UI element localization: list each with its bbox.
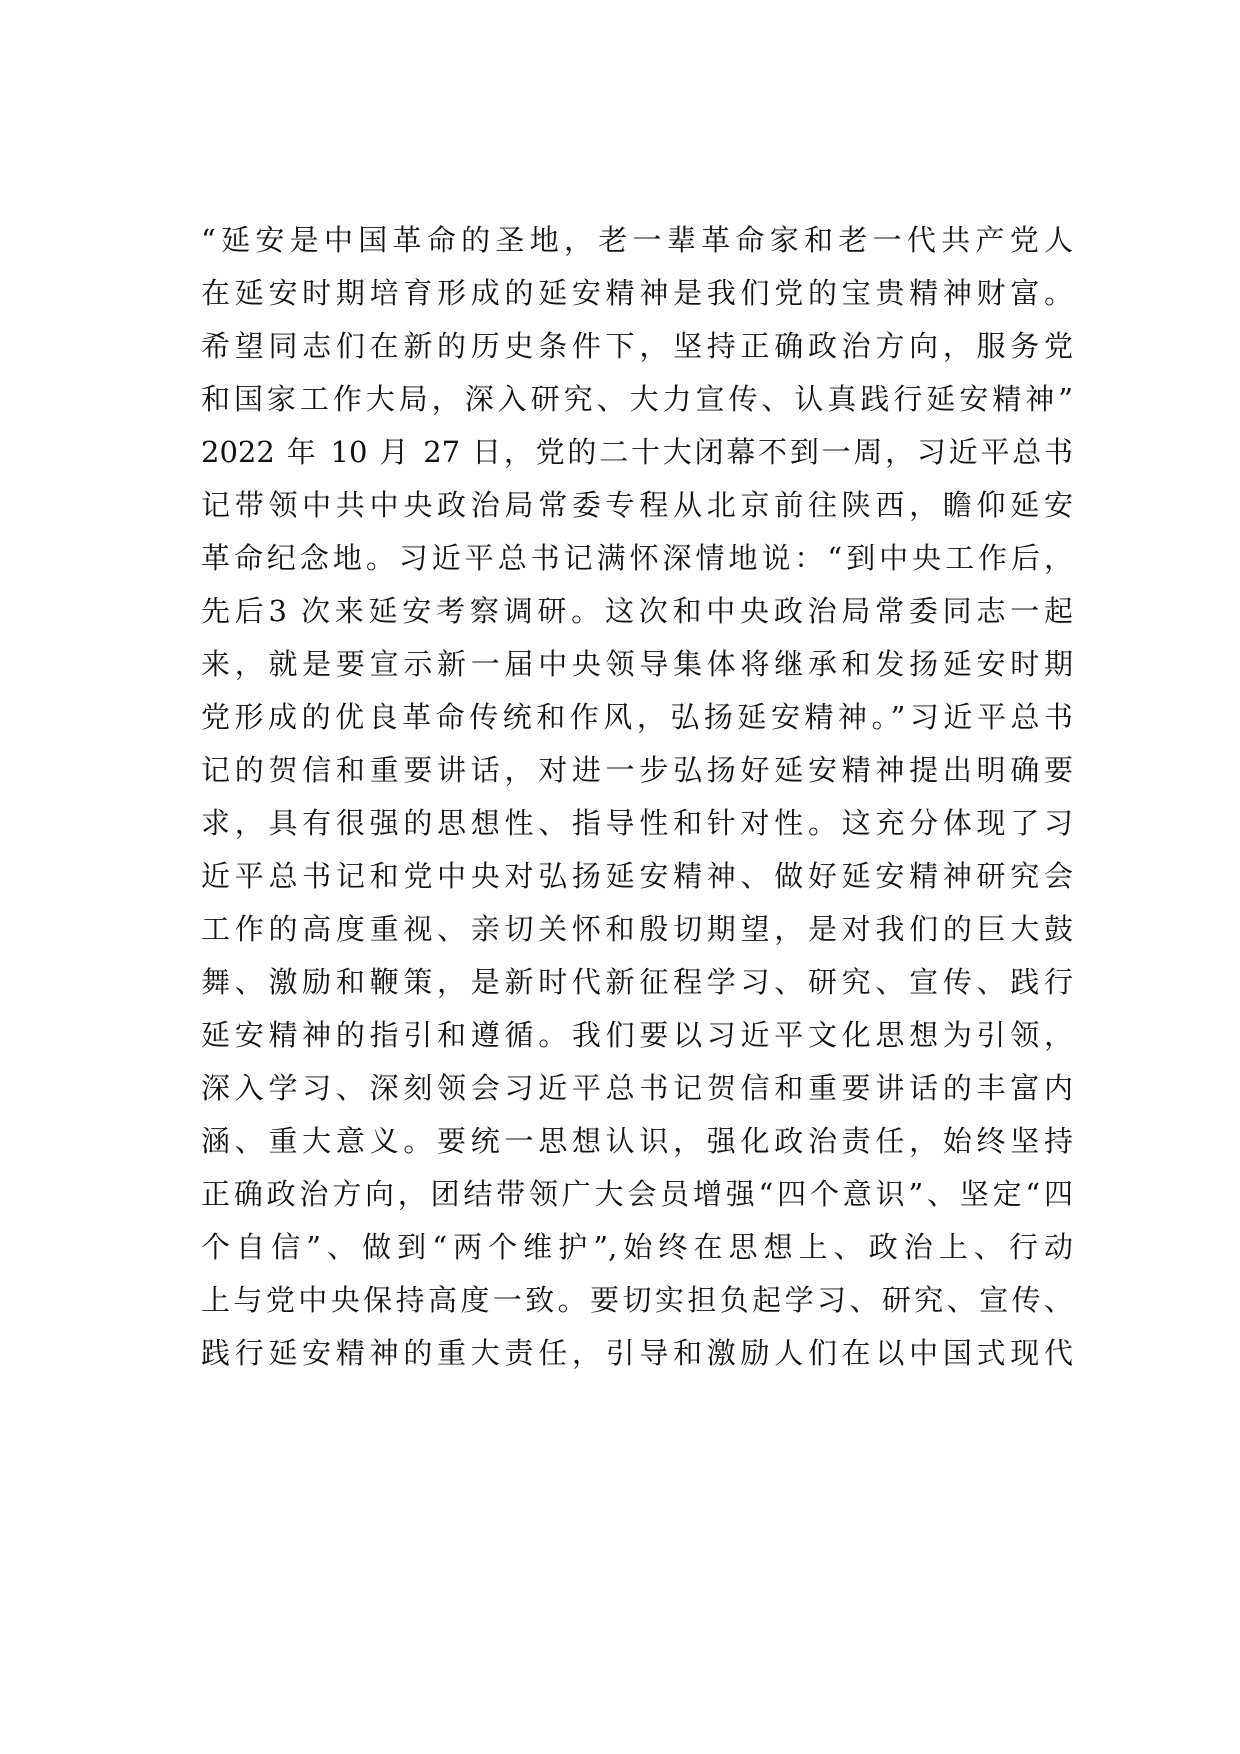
text-line: 深入学习、深刻领会习近平总书记贺信和重要讲话的丰富内 (201, 1071, 1073, 1105)
text-line: 先后3 次来延安考察调研。这次和中央政治局常委同志一起 (201, 594, 1073, 628)
text-line: 上与党中央保持高度一致。要切实担负起学习、研究、宣传、 (201, 1283, 1073, 1317)
text-line: 求，具有很强的思想性、指导性和针对性。这充分体现了习 (201, 806, 1073, 840)
text-line: 舞、激励和鞭策，是新时代新征程学习、研究、宣传、践行 (201, 965, 1073, 999)
text-line: 党形成的优良革命传统和作风，弘扬延安精神。”习近平总书 (201, 700, 1073, 734)
text-line: 个自信”、做到“两个维护”,始终在思想上、政治上、行动 (201, 1230, 1073, 1264)
text-line: 和国家工作大局，深入研究、大力宣传、认真践行延安精神” (201, 382, 1073, 416)
text-line: 记的贺信和重要讲话，对进一步弘扬好延安精神提出明确要 (201, 753, 1073, 787)
text-line: 延安精神的指引和遵循。我们要以习近平文化思想为引领， (201, 1018, 1073, 1052)
text-line: 工作的高度重视、亲切关怀和殷切期望，是对我们的巨大鼓 (201, 912, 1073, 946)
text-line: 希望同志们在新的历史条件下，坚持正确政治方向，服务党 (201, 329, 1073, 363)
text-line: 在延安时期培育形成的延安精神是我们党的宝贵精神财富。 (201, 276, 1073, 310)
text-line: 践行延安精神的重大责任，引导和激励人们在以中国式现代 (201, 1336, 1073, 1370)
text-line: 2022 年 10 月 27 日，党的二十大闭幕不到一周，习近平总书 (201, 435, 1073, 469)
text-line: 近平总书记和党中央对弘扬延安精神、做好延安精神研究会 (201, 859, 1073, 893)
text-line: 革命纪念地。习近平总书记满怀深情地说：“到中央工作后， (201, 541, 1073, 575)
text-line: “延安是中国革命的圣地，老一辈革命家和老一代共产党人 (201, 223, 1073, 257)
text-line: 来，就是要宣示新一届中央领导集体将继承和发扬延安时期 (201, 647, 1073, 681)
text-line: 涵、重大意义。要统一思想认识，强化政治责任，始终坚持 (201, 1124, 1073, 1158)
text-line: 记带领中共中央政治局常委专程从北京前往陕西，瞻仰延安 (201, 488, 1073, 522)
text-line: 正确政治方向，团结带领广大会员增强“四个意识”、坚定“四 (201, 1177, 1073, 1211)
body-text (201, 214, 1073, 1380)
